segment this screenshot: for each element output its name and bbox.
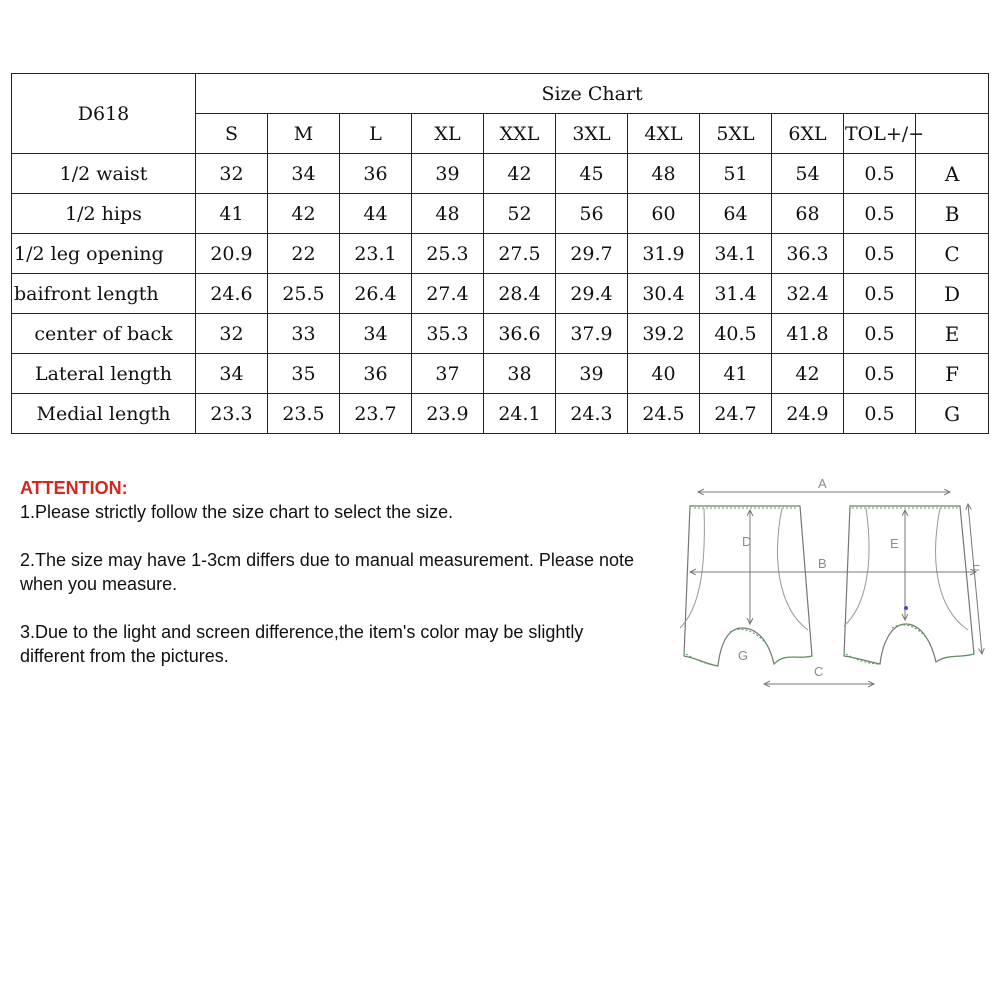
measurement-value: 29.7 <box>556 234 628 274</box>
diagram-label-d: D <box>742 534 752 549</box>
attention-title: ATTENTION: <box>20 478 128 498</box>
measurement-value: 34 <box>268 154 340 194</box>
measurement-value: 24.3 <box>556 394 628 434</box>
measurement-value: 54 <box>772 154 844 194</box>
tolerance-header: TOL+/− <box>844 114 916 154</box>
measurement-row <box>12 274 989 314</box>
measurement-row <box>12 394 989 434</box>
measurement-value: 35 <box>268 354 340 394</box>
measurement-value: 25.5 <box>268 274 340 314</box>
measurement-value: 38 <box>484 354 556 394</box>
size-header: XL <box>412 114 484 154</box>
measurement-value: 44 <box>340 194 412 234</box>
size-header: S <box>196 114 268 154</box>
measurement-value: 42 <box>484 154 556 194</box>
front-pocket-seam <box>778 508 808 630</box>
measurement-code: E <box>916 314 989 354</box>
measurement-value: 40 <box>628 354 700 394</box>
measurement-value: 26.4 <box>340 274 412 314</box>
measurement-value: 23.1 <box>340 234 412 274</box>
measurement-row <box>12 314 989 354</box>
measurement-value: 48 <box>412 194 484 234</box>
measurement-diagram <box>660 468 990 700</box>
code-header <box>916 114 989 154</box>
measurement-value: 36.6 <box>484 314 556 354</box>
measurement-label: Lateral length <box>12 354 196 394</box>
measurement-value: 29.4 <box>556 274 628 314</box>
measurement-value: 41 <box>700 354 772 394</box>
back-stitch-line <box>936 654 974 662</box>
diagram-label-f: F <box>972 562 980 577</box>
measurement-code: B <box>916 194 989 234</box>
measurement-value: 24.6 <box>196 274 268 314</box>
measurement-value: 23.9 <box>412 394 484 434</box>
measurement-value: 39 <box>556 354 628 394</box>
measurement-value: 24.5 <box>628 394 700 434</box>
measurement-value: 36 <box>340 154 412 194</box>
size-header: 3XL <box>556 114 628 154</box>
measurement-label: baifront length <box>12 274 196 314</box>
tolerance-value: 0.5 <box>844 314 916 354</box>
measurement-value: 45 <box>556 154 628 194</box>
measurement-row <box>12 234 989 274</box>
tolerance-value: 0.5 <box>844 274 916 314</box>
measurement-value: 41 <box>196 194 268 234</box>
measurement-value: 56 <box>556 194 628 234</box>
measurement-value: 64 <box>700 194 772 234</box>
measurement-value: 40.5 <box>700 314 772 354</box>
diagram-label-e: E <box>890 536 899 551</box>
measurement-value: 20.9 <box>196 234 268 274</box>
measurement-row <box>12 194 989 234</box>
measurement-value: 32.4 <box>772 274 844 314</box>
center-back-mark <box>904 606 908 610</box>
measurement-value: 36 <box>340 354 412 394</box>
measurement-value: 39 <box>412 154 484 194</box>
measurement-code: G <box>916 394 989 434</box>
front-pocket-seam <box>680 508 704 628</box>
diagram-label-b: B <box>818 556 827 571</box>
measurement-value: 60 <box>628 194 700 234</box>
size-header: L <box>340 114 412 154</box>
attention-section <box>20 476 640 668</box>
tolerance-value: 0.5 <box>844 194 916 234</box>
size-header: 4XL <box>628 114 700 154</box>
diagram-label-g: G <box>738 648 749 663</box>
front-garment-outline <box>684 506 812 666</box>
measurement-value: 33 <box>268 314 340 354</box>
tolerance-value: 0.5 <box>844 354 916 394</box>
measurement-value: 22 <box>268 234 340 274</box>
measurement-value: 42 <box>772 354 844 394</box>
measurement-label: Medial length <box>12 394 196 434</box>
measurement-value: 32 <box>196 154 268 194</box>
measurement-value: 28.4 <box>484 274 556 314</box>
back-garment-outline <box>844 506 974 664</box>
measurement-value: 23.7 <box>340 394 412 434</box>
diagram-label-c: C <box>814 664 824 679</box>
measurement-value: 39.2 <box>628 314 700 354</box>
measurement-value: 68 <box>772 194 844 234</box>
measurement-value: 24.1 <box>484 394 556 434</box>
measurement-value: 51 <box>700 154 772 194</box>
measurement-value: 34 <box>196 354 268 394</box>
diagram-label-a: A <box>818 476 827 491</box>
measurement-value: 35.3 <box>412 314 484 354</box>
measurement-value: 48 <box>628 154 700 194</box>
measurement-label: 1/2 hips <box>12 194 196 234</box>
measurement-label: center of back <box>12 314 196 354</box>
measurement-value: 52 <box>484 194 556 234</box>
size-header: XXL <box>484 114 556 154</box>
measurement-value: 23.5 <box>268 394 340 434</box>
measurement-value: 34 <box>340 314 412 354</box>
measurement-value: 24.7 <box>700 394 772 434</box>
measurement-value: 37 <box>412 354 484 394</box>
tolerance-value: 0.5 <box>844 394 916 434</box>
measurement-label: 1/2 waist <box>12 154 196 194</box>
front-stitch-line <box>686 654 718 666</box>
measurement-value: 24.9 <box>772 394 844 434</box>
size-header: 5XL <box>700 114 772 154</box>
measure-arrow-f <box>968 504 982 654</box>
size-header: M <box>268 114 340 154</box>
measurement-value: 36.3 <box>772 234 844 274</box>
measurement-value: 37.9 <box>556 314 628 354</box>
size-chart-table <box>11 73 989 434</box>
attention-note-2: 2.The size may have 1-3cm differs due to manual measurement. Please note when you measure. <box>20 550 634 594</box>
measurement-code: C <box>916 234 989 274</box>
measurement-label: 1/2 leg opening <box>12 234 196 274</box>
measurement-value: 27.5 <box>484 234 556 274</box>
measurement-value: 27.4 <box>412 274 484 314</box>
measurement-value: 30.4 <box>628 274 700 314</box>
measurement-value: 25.3 <box>412 234 484 274</box>
back-pocket-seam <box>936 508 968 630</box>
measurement-value: 41.8 <box>772 314 844 354</box>
measurement-value: 34.1 <box>700 234 772 274</box>
measurement-value: 31.4 <box>700 274 772 314</box>
measurement-row <box>12 154 989 194</box>
attention-note-3: 3.Due to the light and screen difference,the item's color may be slightly different from the pictures. <box>20 622 584 666</box>
tolerance-value: 0.5 <box>844 154 916 194</box>
measurement-code: D <box>916 274 989 314</box>
size-header: 6XL <box>772 114 844 154</box>
measurement-value: 42 <box>268 194 340 234</box>
measurement-code: A <box>916 154 989 194</box>
tolerance-value: 0.5 <box>844 234 916 274</box>
measurement-value: 23.3 <box>196 394 268 434</box>
measurement-row <box>12 354 989 394</box>
measurement-value: 32 <box>196 314 268 354</box>
attention-note-1: 1.Please strictly follow the size chart to select the size. <box>20 502 454 522</box>
model-cell: D618 <box>12 74 196 154</box>
measurement-value: 31.9 <box>628 234 700 274</box>
size-chart-title: Size Chart <box>196 74 989 114</box>
measurement-code: F <box>916 354 989 394</box>
